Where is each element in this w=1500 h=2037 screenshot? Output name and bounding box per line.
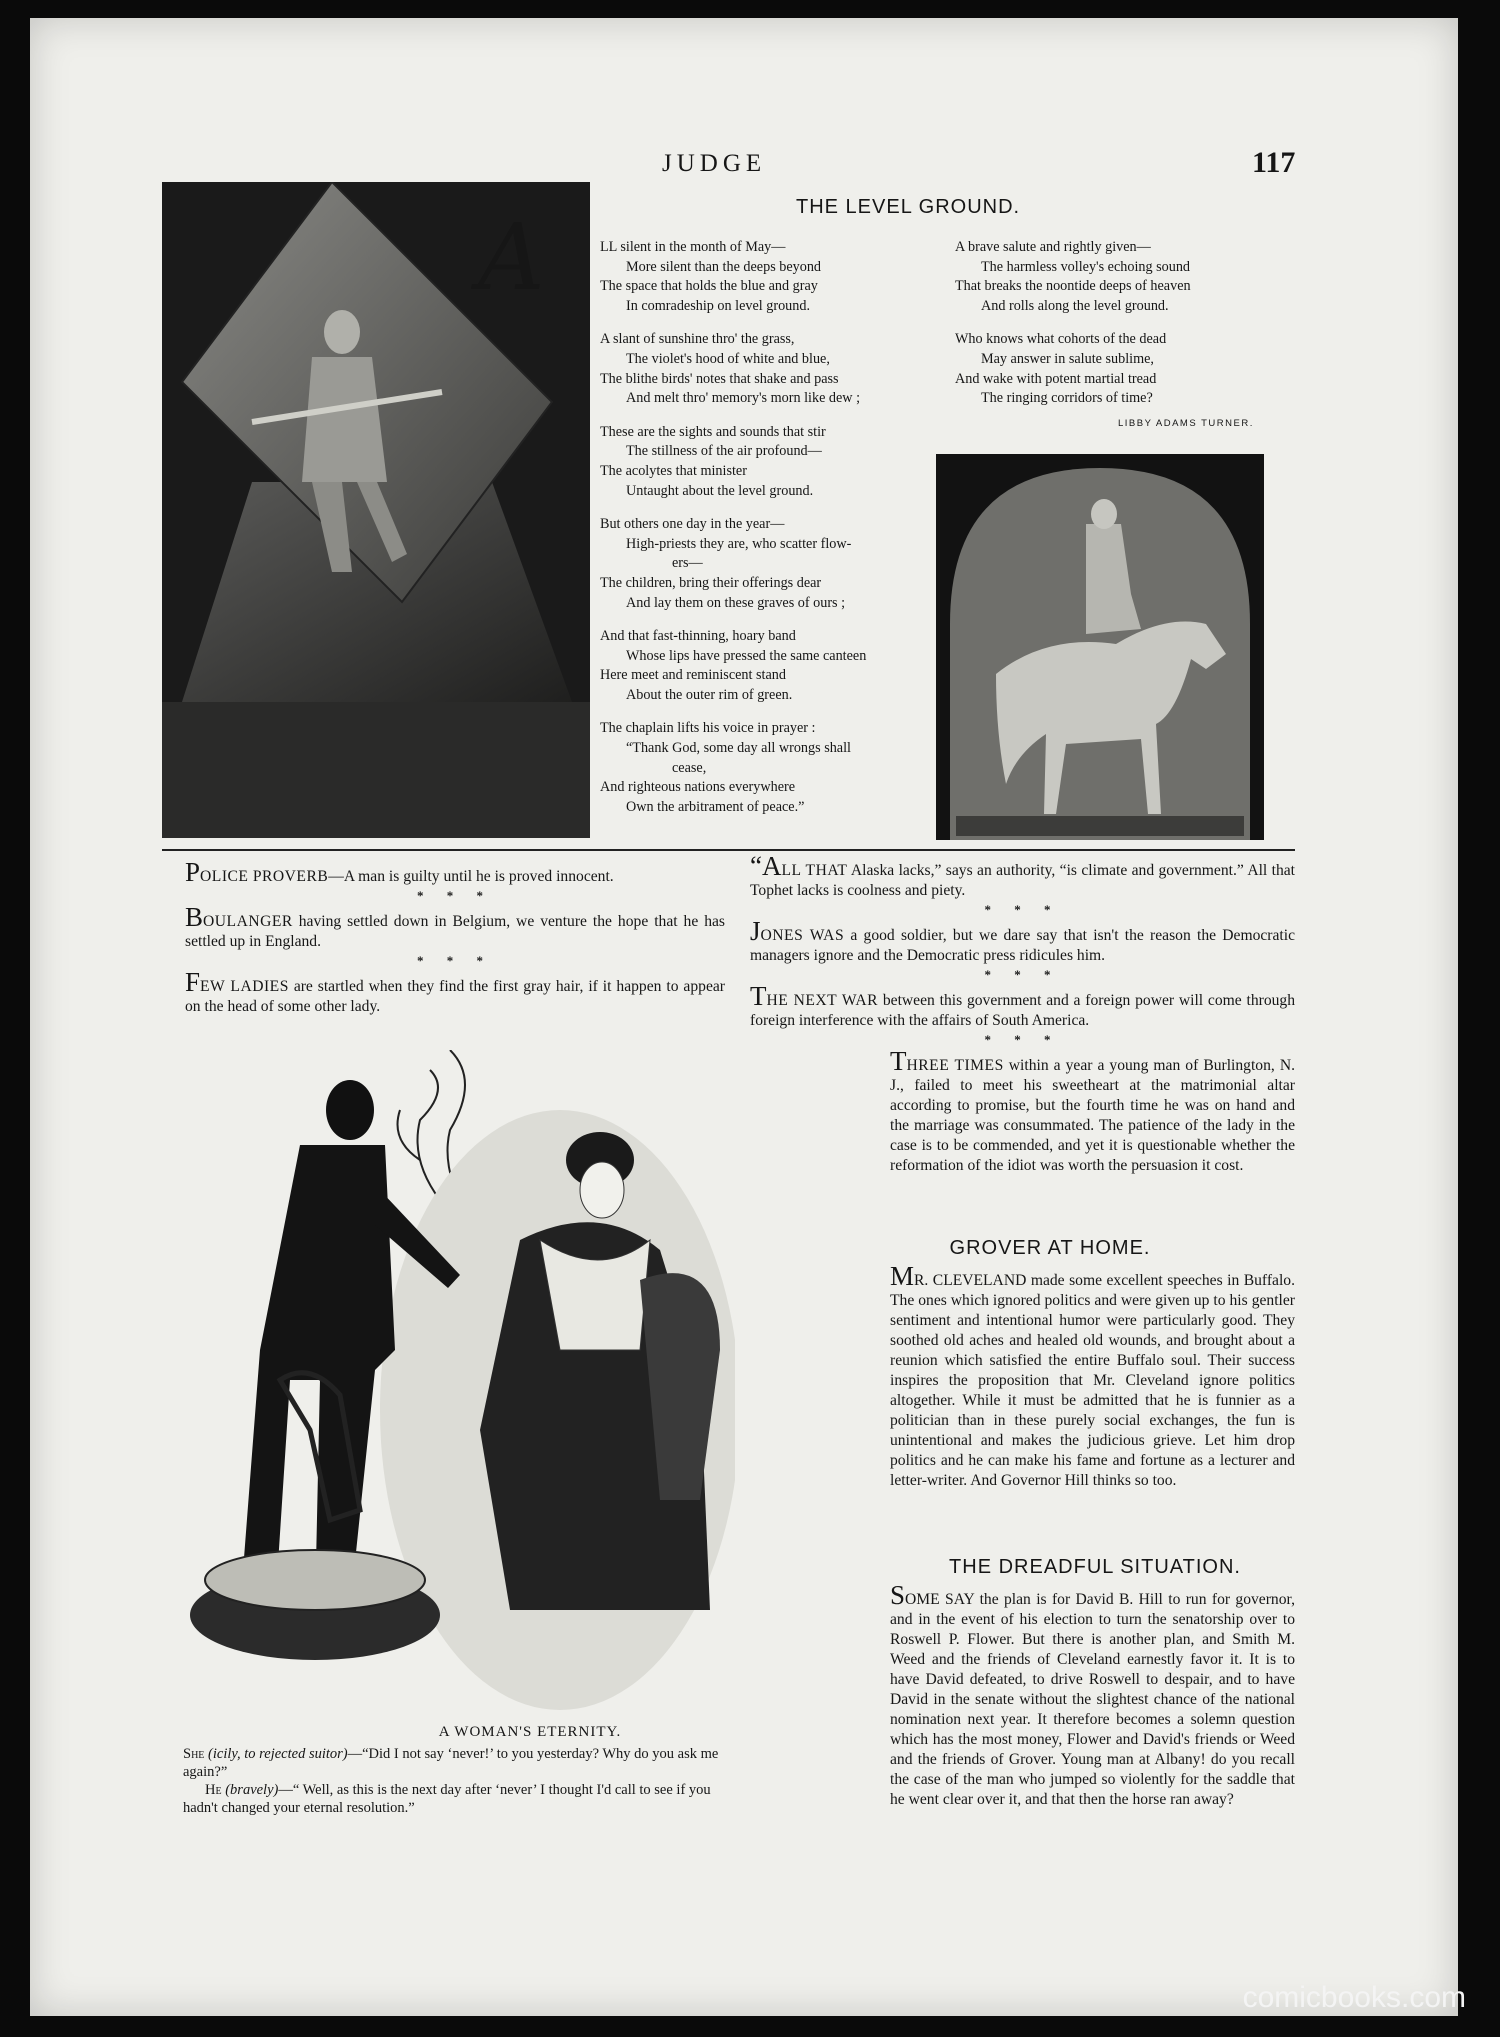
poem-drop-cap: A [478,204,545,311]
cartoon-title: A WOMAN'S ETERNITY. [438,1724,622,1740]
poem-line: The harmless volley's echoing sound [981,258,1191,275]
news-item [750,981,1296,1031]
news-item-cap: T [750,981,767,1011]
poem-line: “Thank God, some day all wrongs shall [626,740,851,757]
poem-line: More silent than the deeps beyond [626,258,822,275]
poem-line: High-priests they are, who scatter flow- [626,535,852,552]
poem-line: And righteous nations everywhere [600,779,796,796]
cartoon-caption [183,1745,728,1817]
poem-line: cease, [672,759,707,776]
news-item-lead: HREE TIMES [906,1057,1004,1074]
poem-line: And lay them on these graves of ours ; [626,594,846,611]
news-item [185,967,725,1017]
page-number: 117 [1252,146,1296,179]
dreadful-title: THE DREADFUL SITUATION. [949,1556,1241,1578]
poem-line: And that fast-thinning, hoary band [600,628,796,645]
poem-line: The violet's hood of white and blue, [626,350,830,367]
poem-title: THE LEVEL GROUND. [796,196,1021,218]
separator-stars: * * * [417,953,493,968]
separator-stars: * * * [984,967,1061,982]
poem-line: Untaught about the level ground. [626,482,814,499]
poem-line: The children, bring their offerings dear [600,574,822,591]
news-item-lead: OLICE PROVERB [200,868,329,885]
stanza-gap [600,409,930,423]
poem-line: The stillness of the air profound— [626,443,822,460]
news-item-text: a good soldier, but we dare say that isn't the reason the Democratic managers ignore and the Democratic press ridicules him. [750,927,1296,964]
news-item-lead: EW LADIES [200,978,289,995]
poem-column-2 [955,238,1255,409]
watermark: comicbooks.com [1242,1981,1466,2014]
poem-line: The space that holds the blue and gray [600,278,818,295]
news-item-lead: LL THAT [781,862,848,879]
news-item-cap: P [185,857,201,887]
news-item-lead: ONES WAS [760,927,845,944]
news-item [890,1046,1295,1176]
separator-stars: * * * [984,1032,1061,1047]
news-item-text: are startled when they find the first gray hair, if it happen to appear on the head of some other lady. [185,978,725,1015]
news-item-cap: F [185,967,201,997]
caption-line-she: She (icily, to rejected suitor)—“Did I not say ‘never!’ to you yesterday? Why do you ask me again?” [183,1746,719,1780]
dreadful-paragraph: SOME SAY the plan is for David B. Hill to run for governor, and in the event of his election to turn the senatorship over to Roswell P. Flower. But there is another plan, and Smith M. Weed and the friends of Cleveland earnestly favor it. It is to have David defeated, to drive Roswell to despair, and to have David in the senate without the slightest chance of the national nomination next year. It therefore becomes a solemn question which has the most money, Flower and David's friends or Weed and the friends of Grover. Young man at Albany! do you recall the case of the man who jumped so violently for the saddle that he went clear over it, and that then the horse ran away? [890,1580,1295,1808]
cavalry-relief-photo [936,454,1264,840]
poem-author: LIBBY ADAMS TURNER. [1118,418,1254,429]
right-paragraphs [750,851,1296,1176]
separator-stars: * * * [417,888,493,903]
poem-line: The ringing corridors of time? [981,390,1153,407]
stanza-gap [600,705,930,719]
news-item-cap: T [890,1046,907,1076]
poem-line: In comradeship on level ground. [626,297,810,314]
news-item-text: Alaska lacks,” says an authority, “is climate and government.” All that Tophet lacks is coolness and piety. [750,862,1295,899]
left-paragraphs [185,857,725,1017]
poem-line: These are the sights and sounds that stir [600,423,826,440]
grover-title: GROVER AT HOME. [949,1237,1151,1259]
news-item-text: between this government and a foreign power will come through foreign interference with the affairs of South America. [750,992,1296,1029]
stanza-gap [955,316,1255,330]
poem-line: And rolls along the level ground. [981,297,1169,314]
poem-line: Here meet and reminiscent stand [600,667,786,684]
news-item-cap: J [750,916,761,946]
poem-line: A slant of sunshine thro' the grass, [600,331,795,348]
poem-line: And wake with potent martial tread [955,370,1157,387]
news-item-text: within a year a young man of Burlington, N. J., failed to meet his sweetheart at the matrimonial altar according to promise, but the fourth time he was on hand and the marriage was consummated. The patience of the lady in the case is to be commended, and yet it is questionable whether the reformation of the idiot was worth the persuasion it cost. [890,1057,1295,1174]
poem-line: Who knows what cohorts of the dead [955,331,1167,348]
news-item-text: —A man is guilty until he is proved innocent. [328,868,614,885]
poem-column-1 [600,238,930,817]
grover-paragraph: MR. CLEVELAND made some excellent speeches in Buffalo. The ones which ignored politics and were given up to his gentler sentiment and intentional humor were particularly good. They soothed old aches and healed old wounds, and brought about a reunion which satisfied the entire Buffalo soul. Their success inspires the proposition that Mr. Cleveland ignore politics altogether. While it must be admitted that he is funnier as a politician than in these purely social exchanges, the fun is unintentional and makes the judicious grieve. Let him drop politics and he can make his fame and fortune as a lecturer and letter-writer. And Governor Hill thinks so too. [890,1261,1295,1489]
poem-line: The acolytes that minister [600,462,747,479]
poem-line: About the outer rim of green. [626,686,793,703]
news-item-lead: HE NEXT WAR [766,992,879,1009]
magazine-title: JUDGE [662,150,767,177]
stanza-gap [600,501,930,515]
poem-line: A brave salute and rightly given— [955,239,1151,255]
stanza-gap [600,316,930,330]
poem-line: That breaks the noontide deeps of heaven [955,278,1191,295]
cartoon-illustration [180,1050,735,1718]
poem-line: And melt thro' memory's morn like dew ; [626,390,861,407]
news-item [750,851,1295,901]
poem-line: May answer in salute sublime, [981,350,1154,367]
section-divider [162,849,1295,851]
caption-line-he: He (bravely)—“ Well, as this is the next day after ‘never’ I thought I'd call to see if you hadn't changed your eternal resolution.” [183,1782,711,1816]
poem-line: The blithe birds' notes that shake and pass [600,370,839,387]
news-item [750,916,1296,966]
news-item-cap: “A [750,851,782,881]
separator-stars: * * * [984,902,1061,917]
news-item [185,857,725,887]
poem-line: ers— [672,555,703,572]
news-item [185,902,725,952]
news-item-cap: B [185,902,204,932]
news-item-lead: OULANGER [203,913,293,930]
poem-line: The chaplain lifts his voice in prayer : [600,720,816,737]
stanza-gap [600,613,930,627]
poem-line: Own the arbitrament of peace.” [626,798,805,815]
poem-line: LL silent in the month of May— [600,239,786,255]
poem-line: Whose lips have pressed the same canteen [626,647,867,664]
news-item-text: having settled down in Belgium, we venture the hope that he has settled up in England. [185,913,725,950]
poem-line: But others one day in the year— [600,516,785,533]
